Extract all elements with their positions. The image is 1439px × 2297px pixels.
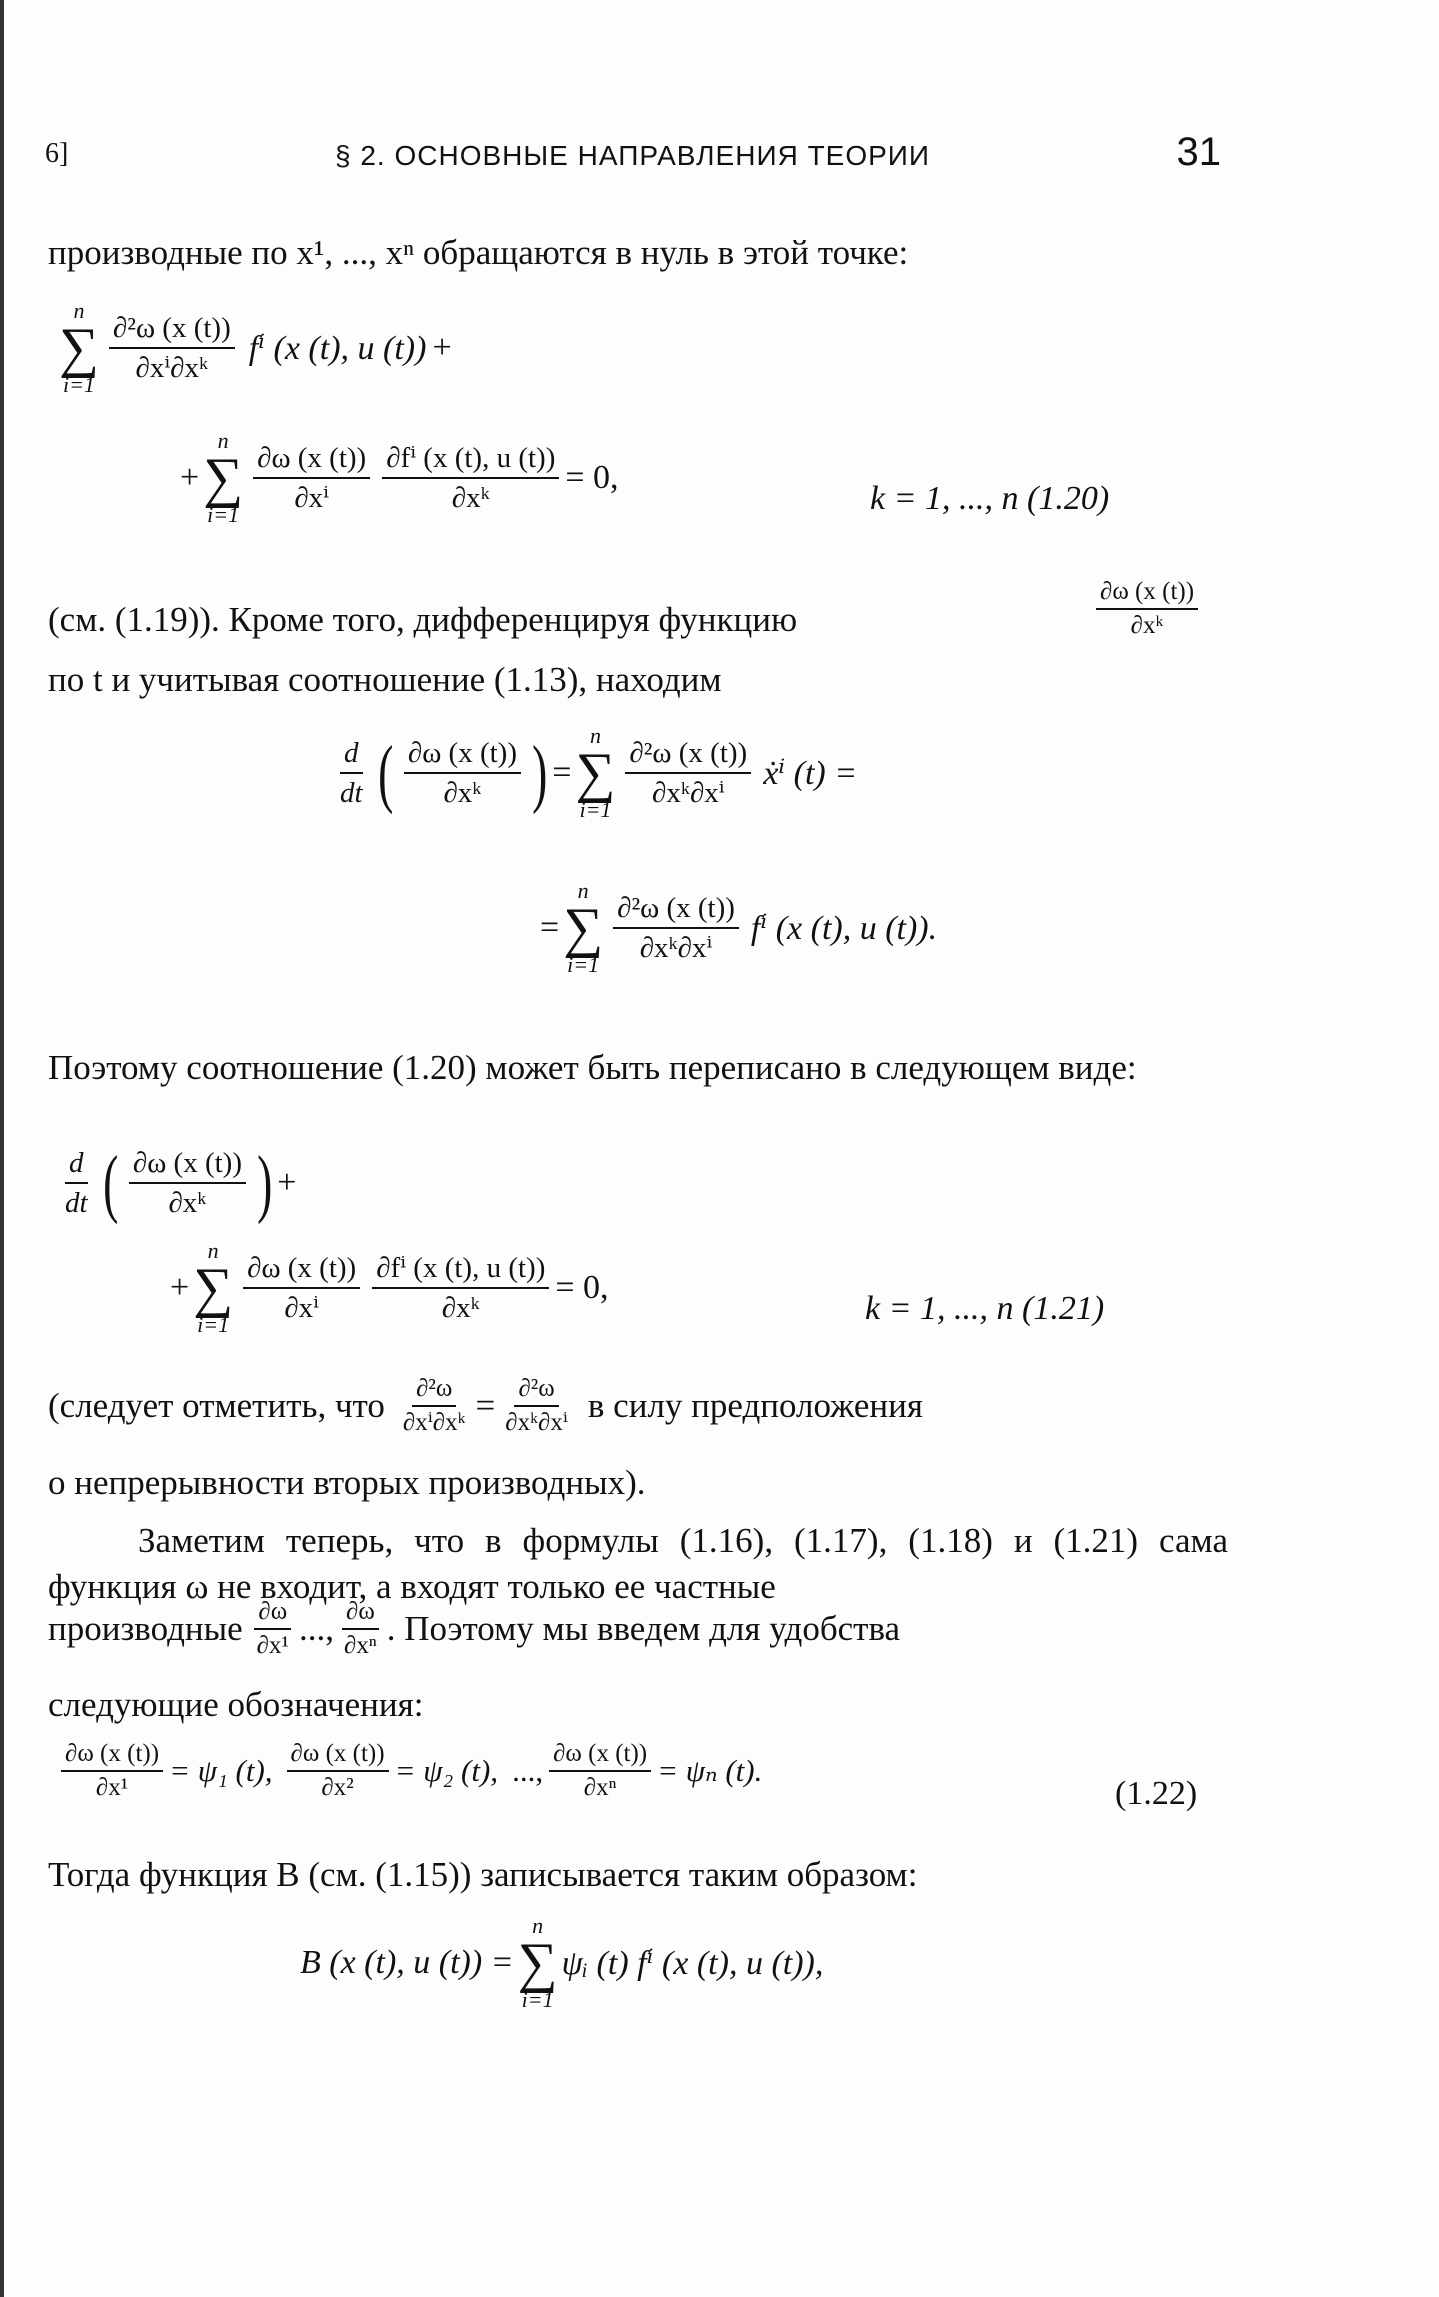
paragraph-6: Тогда функция B (см. (1.15)) записывается таким образом: [48, 1855, 918, 1894]
paragraph-5-line-4: следующие обозначения: [48, 1685, 424, 1724]
equation-1-20-line-2: + n ∑ i=1 $\frac{\partial\omega (x (t))}{\text{∂xⁱ}}$ $\frac{\text{∂fⁱ (x (t), u (t))}}{\text{∂xᵏ}}$ = 0, [180, 428, 619, 527]
equation-label-1-22: (1.22) [1115, 1775, 1198, 1812]
equation-ddt-line-1: $\frac{d}{dt}$ ( $\frac{\partial\omega (x (t))}{\text{∂xᵏ}}$ ) = n ∑ i=1 $\frac{\text{∂²ω (x (t))}}{\text{∂xᵏ∂xⁱ}}$ ẋⁱ (t) = [340, 723, 858, 822]
page-header [0, 130, 1439, 180]
sum-symbol: n ∑ i=1 [193, 1238, 234, 1337]
equation-1-21-line-2: + n ∑ i=1 $\frac{\partial\omega (x (t))}{\text{∂xⁱ}}$ $\frac{\text{∂fⁱ (x (t), u (t))}}{\text{∂xᵏ}}$ = 0, [170, 1238, 609, 1337]
sum-symbol: n ∑ i=1 [59, 298, 99, 397]
sum-symbol: n ∑ i=1 [563, 878, 604, 977]
inline-fraction-dw-dxk: $\frac{\partial\omega (x (t))}{\text{∂xᵏ}}$ [1090, 578, 1204, 640]
equation-label-1-20: k = 1, ..., n (1.20) [870, 480, 1110, 517]
equation-B: B (x (t), u (t)) = n ∑ i=1 ψᵢ (t) fⁱ (x (t), u (t)), [300, 1913, 824, 2012]
paragraph-2-line-2: по t и учитывая соотношение (1.13), находим [48, 660, 722, 699]
equation-1-22: $\frac{\partial\omega (x (t))}{\text{∂x¹}}$ = ψ₁ (t), $\frac{\partial\omega (x (t))}{\text{∂x²}}$ = ψ₂ (t), ..., $\frac{\partial\omega (x (t))}{\text{∂xⁿ}}$ = ψₙ (t). [55, 1740, 762, 1802]
paragraph-4-line-1: (следует отметить, что $\frac{\text{∂²ω}}{\text{∂xⁱ∂xᵏ}}$ = $\frac{\text{∂²ω}}{\text{∂xᵏ∂xⁱ}}$ в силу предположения [48, 1375, 923, 1436]
running-title: § 2. ОСНОВНЫЕ НАПРАВЛЕНИЯ ТЕОРИИ [335, 140, 931, 171]
paragraph-1: производные по x¹, ..., xⁿ обращаются в нуль в этой точке: [48, 233, 909, 272]
paragraph-2-line-1: (см. (1.19)). Кроме того, дифференцируя функцию [48, 600, 798, 639]
header-left-mark: 6] [45, 138, 69, 169]
equation-1-21-line-1: $\frac{d}{dt}$ ( $\frac{\partial\omega (x (t))}{\text{∂xᵏ}}$ ) + [65, 1141, 297, 1225]
fraction: $\frac{\text{∂²ω (x (t))}}{\text{∂xⁱ∂xᵏ}}$ [109, 311, 235, 385]
sum-symbol: n ∑ i=1 [203, 428, 244, 527]
equation-ddt-line-2: = n ∑ i=1 $\frac{\text{∂²ω (x (t))}}{\text{∂xᵏ∂xⁱ}}$ fⁱ (x (t), u (t)). [540, 878, 938, 977]
paragraph-3: Поэтому соотношение (1.20) может быть переписано в следующем виде: [48, 1048, 1137, 1087]
equation-label-1-21: k = 1, ..., n (1.21) [865, 1290, 1105, 1327]
fraction: $\frac{\partial\omega (x (t))}{\text{∂xⁱ}}$ [253, 441, 370, 515]
sum-symbol: n ∑ i=1 [517, 1913, 558, 2012]
sum-symbol: n ∑ i=1 [575, 723, 616, 822]
paragraph-4-line-2: о непрерывности вторых производных). [48, 1463, 646, 1502]
equation-1-20-line-1: n ∑ i=1 $\frac{\text{∂²ω (x (t))}}{\text{∂xⁱ∂xᵏ}}$ fⁱ (x (t), u (t)) + [59, 298, 452, 397]
page-number: 31 [1176, 130, 1221, 174]
fraction: $\frac{\text{∂fⁱ (x (t), u (t))}}{\text{∂xᵏ}}$ [382, 441, 559, 515]
page-binding-edge [0, 0, 4, 2297]
paragraph-5: Заметим теперь, что в формулы (1.16), (1.17), (1.18) и (1.21) сама функция ω не входит, а входят только ее частные [48, 1521, 1228, 1606]
paragraph-5-line-3: производные $\frac{\partial\omega}{\text{∂x¹}}$ ..., $\frac{\partial\omega}{\text{∂xⁿ}}$ . Поэтому мы введем для удобства [48, 1598, 901, 1659]
